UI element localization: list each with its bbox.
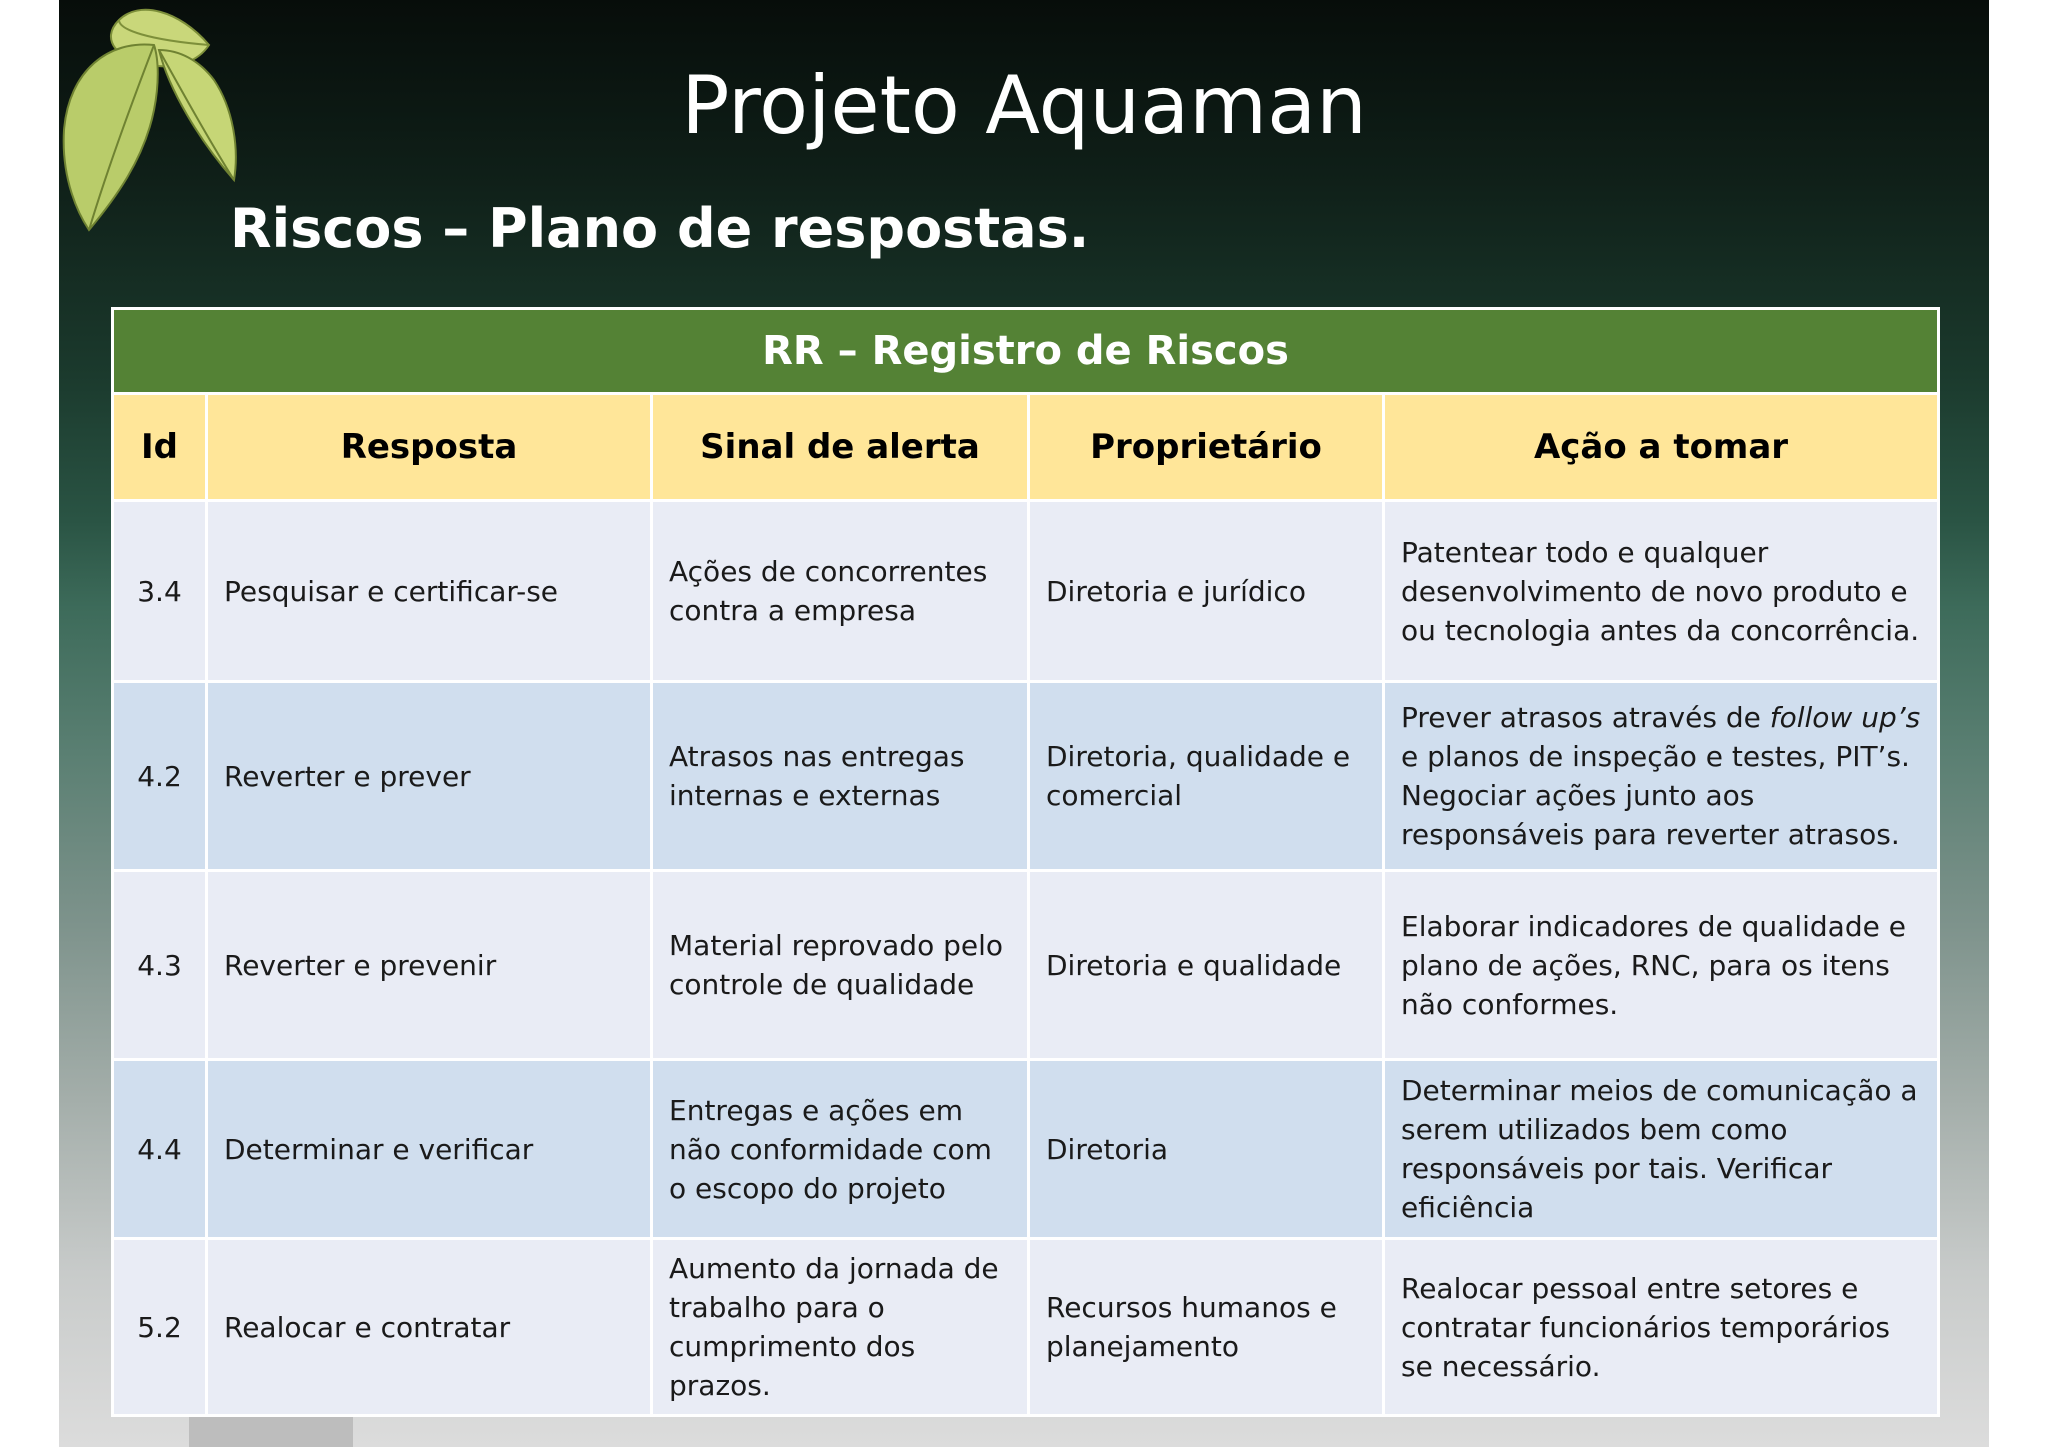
- header-proprietario: Proprietário: [1029, 394, 1384, 501]
- cell-resposta: Reverter e prever: [207, 682, 652, 871]
- cell-proprietario: Recursos humanos e planejamento: [1029, 1239, 1384, 1416]
- header-resposta: Resposta: [207, 394, 652, 501]
- cell-acao: Determinar meios de comunicação a serem utilizados bem como responsáveis por tais. Verificar eficiência: [1384, 1060, 1939, 1239]
- cell-acao: Patentear todo e qualquer desenvolvimento de novo produto e ou tecnologia antes da concorrência.: [1384, 501, 1939, 682]
- cell-resposta: Pesquisar e certificar-se: [207, 501, 652, 682]
- header-sinal-de-alerta: Sinal de alerta: [652, 394, 1029, 501]
- acao-text-after: e planos de inspeção e testes, PIT’s. Negociar ações junto aos responsáveis para reverter atrasos.: [1401, 740, 1910, 851]
- cell-id: 4.4: [113, 1060, 207, 1239]
- cell-sinal: Atrasos nas entregas internas e externas: [652, 682, 1029, 871]
- cell-resposta: Determinar e verificar: [207, 1060, 652, 1239]
- cell-id: 4.2: [113, 682, 207, 871]
- page-title: Projeto Aquaman: [681, 59, 1367, 152]
- cell-id: 3.4: [113, 501, 207, 682]
- cell-proprietario: Diretoria: [1029, 1060, 1384, 1239]
- table-row: [113, 682, 1939, 871]
- cell-sinal: Ações de concorrentes contra a empresa: [652, 501, 1029, 682]
- table-row: [113, 1239, 1939, 1416]
- cell-id: 5.2: [113, 1239, 207, 1416]
- cell-sinal: Aumento da jornada de trabalho para o cumprimento dos prazos.: [652, 1239, 1029, 1416]
- cell-resposta: Reverter e prevenir: [207, 871, 652, 1060]
- page-subtitle: Riscos – Plano de respostas.: [230, 197, 1090, 260]
- cell-acao: Elaborar indicadores de qualidade e plano de ações, RNC, para os itens não conformes.: [1384, 871, 1939, 1060]
- header-id: Id: [113, 394, 207, 501]
- cell-acao: [1384, 682, 1939, 871]
- header-acao-a-tomar: Ação a tomar: [1384, 394, 1939, 501]
- cell-proprietario: Diretoria, qualidade e comercial: [1029, 682, 1384, 871]
- cell-proprietario: Diretoria e jurídico: [1029, 501, 1384, 682]
- risk-register-table: [111, 307, 1937, 1417]
- table-row: [113, 501, 1939, 682]
- table-row: [113, 871, 1939, 1060]
- cell-sinal: Entregas e ações em não conformidade com o escopo do projeto: [652, 1060, 1029, 1239]
- acao-text-before: Prever atrasos através de: [1401, 701, 1770, 734]
- cell-sinal: Material reprovado pelo controle de qualidade: [652, 871, 1029, 1060]
- acao-text-italic: follow up’s: [1769, 701, 1921, 734]
- cell-id: 4.3: [113, 871, 207, 1060]
- cell-proprietario: Diretoria e qualidade: [1029, 871, 1384, 1060]
- cell-acao: Realocar pessoal entre setores e contratar funcionários temporários se necessário.: [1384, 1239, 1939, 1416]
- table-row: [113, 1060, 1939, 1239]
- table-header-row: [113, 394, 1939, 501]
- cell-resposta: Realocar e contratar: [207, 1239, 652, 1416]
- table-caption: RR – Registro de Riscos: [113, 309, 1939, 394]
